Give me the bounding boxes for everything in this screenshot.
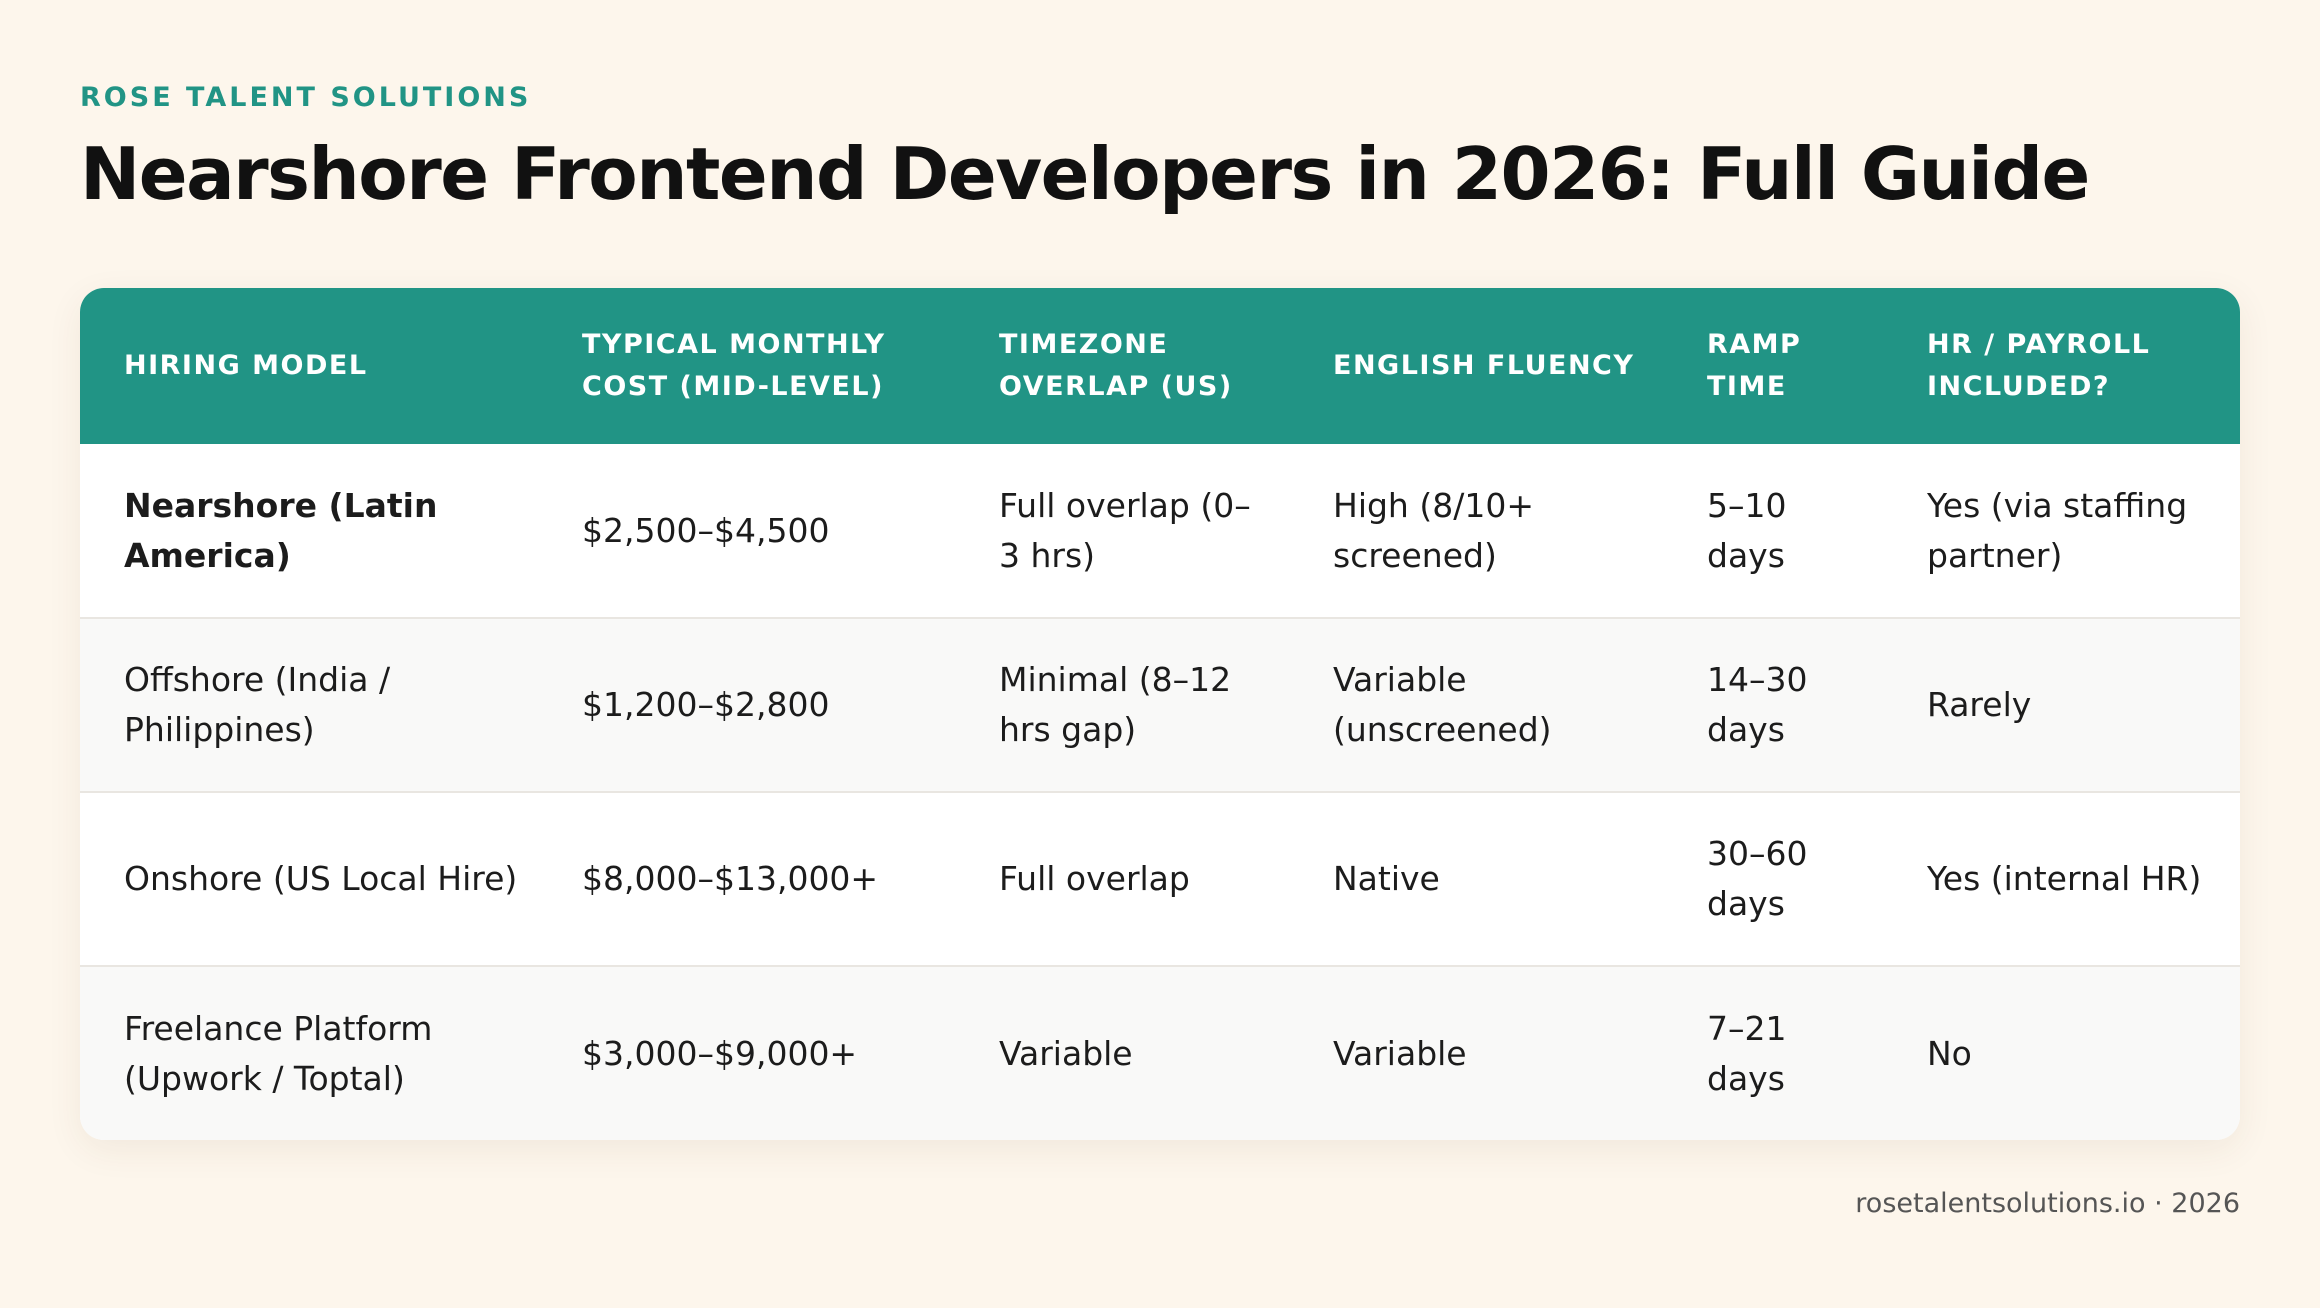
comparison-table bbox=[80, 288, 2240, 1140]
cell-timezone-overlap: Variable bbox=[999, 1033, 1133, 1073]
table-header bbox=[80, 288, 2240, 444]
table-row bbox=[80, 618, 2240, 792]
cell-english-fluency: High (8/10+ screened) bbox=[1333, 485, 1534, 575]
header-hr-payroll: HR / PAYROLL INCLUDED? bbox=[1927, 329, 2151, 402]
footer-source: rosetalentsolutions.io · 2026 bbox=[1855, 1188, 2240, 1219]
page-title: Nearshore Frontend Developers in 2026: Full Guide bbox=[80, 132, 2089, 216]
comparison-table-card bbox=[80, 288, 2240, 1140]
cell-ramp-time: 5–10 days bbox=[1707, 485, 1787, 575]
cell-english-fluency: Native bbox=[1333, 859, 1440, 898]
header-hiring-model: HIRING MODEL bbox=[124, 350, 368, 381]
table-row bbox=[80, 966, 2240, 1140]
cell-ramp-time: 7–21 days bbox=[1707, 1008, 1787, 1098]
cell-monthly-cost: $2,500–$4,500 bbox=[582, 510, 830, 550]
cell-hiring-model: Freelance Platform (Upwork / Toptal) bbox=[124, 1008, 433, 1098]
cell-monthly-cost: $3,000–$9,000+ bbox=[582, 1033, 858, 1073]
cell-hr-payroll: Yes (via staffing partner) bbox=[1927, 485, 2188, 575]
cell-hiring-model: Nearshore (Latin America) bbox=[124, 485, 438, 575]
header-row bbox=[80, 288, 2240, 444]
header-timezone-overlap: TIMEZONE OVERLAP (US) bbox=[999, 329, 1233, 402]
header-ramp-time: RAMP TIME bbox=[1707, 329, 1802, 402]
cell-ramp-time: 14–30 days bbox=[1707, 660, 1808, 749]
table-body bbox=[80, 444, 2240, 1140]
cell-timezone-overlap: Full overlap (0–3 hrs) bbox=[999, 485, 1251, 575]
cell-hiring-model: Onshore (US Local Hire) bbox=[124, 859, 518, 898]
cell-ramp-time: 30–60 days bbox=[1707, 834, 1808, 923]
brand-name: ROSE TALENT SOLUTIONS bbox=[80, 82, 532, 113]
cell-timezone-overlap: Minimal (8–12 hrs gap) bbox=[999, 660, 1232, 749]
cell-monthly-cost: $1,200–$2,800 bbox=[582, 685, 830, 724]
cell-hr-payroll: Yes (internal HR) bbox=[1927, 859, 2202, 898]
cell-monthly-cost: $8,000–$13,000+ bbox=[582, 859, 879, 898]
header-english-fluency: ENGLISH FLUENCY bbox=[1333, 350, 1635, 381]
table-row bbox=[80, 444, 2240, 618]
cell-hiring-model: Offshore (India / Philippines) bbox=[124, 660, 391, 749]
table-row bbox=[80, 792, 2240, 966]
header-monthly-cost: TYPICAL MONTHLY COST (MID-LEVEL) bbox=[582, 329, 886, 402]
cell-hr-payroll: No bbox=[1927, 1033, 1972, 1073]
cell-hr-payroll: Rarely bbox=[1927, 685, 2032, 724]
cell-english-fluency: Variable bbox=[1333, 1033, 1467, 1073]
cell-english-fluency: Variable (unscreened) bbox=[1333, 660, 1552, 749]
cell-timezone-overlap: Full overlap bbox=[999, 859, 1190, 898]
